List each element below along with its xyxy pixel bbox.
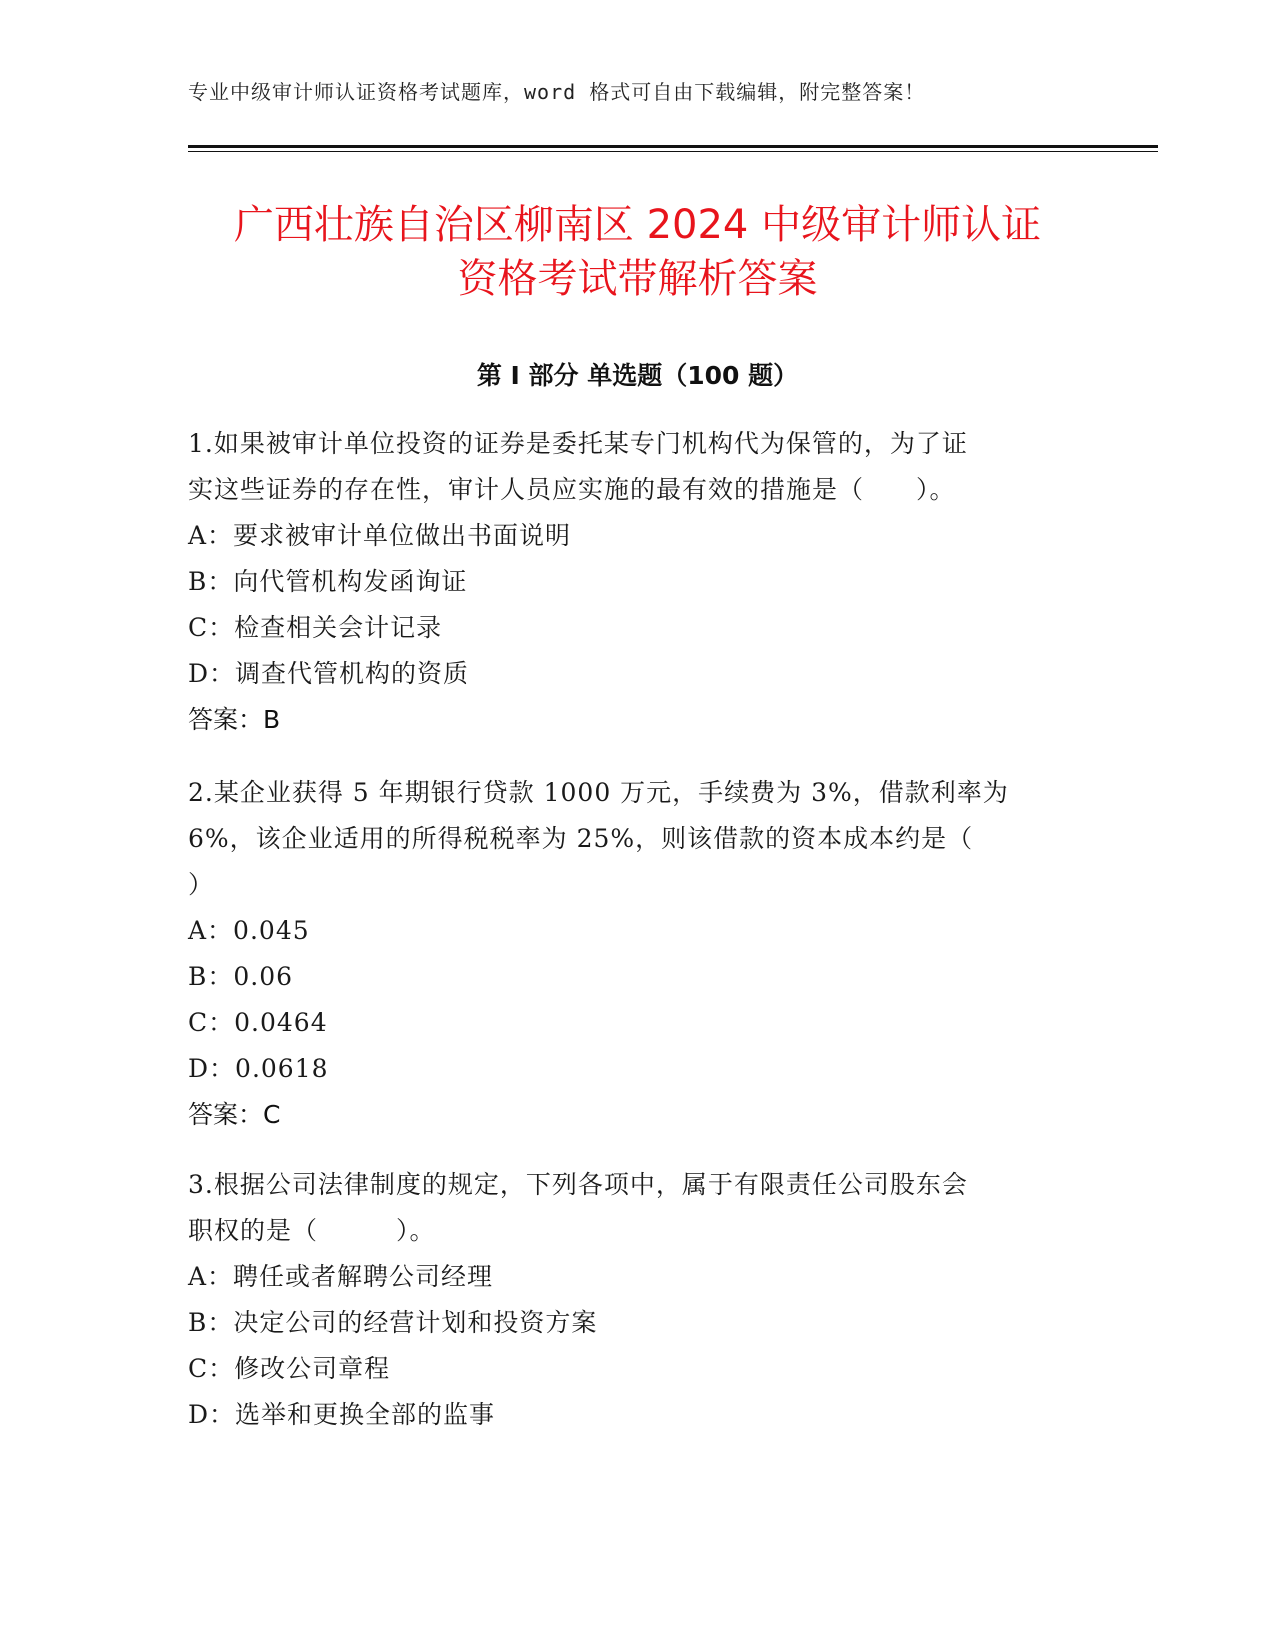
question-1-stem-line: 实这些证券的存在性，审计人员应实施的最有效的措施是（ ）。 — [188, 475, 956, 504]
question-3-option-a: A：聘任或者解聘公司经理 — [188, 1262, 494, 1291]
question-2 — [188, 770, 1088, 1138]
section-heading: 第 I 部分 单选题（100 题） — [476, 361, 799, 390]
question-3-option-b: B：决定公司的经营计划和投资方案 — [188, 1308, 598, 1337]
question-2-option-a: A：0.045 — [188, 916, 310, 945]
question-3-stem-line: 职权的是（ ）。 — [188, 1216, 436, 1245]
document-title — [150, 198, 1125, 306]
question-2-stem-line: ） — [188, 870, 215, 899]
question-1-answer: 答案：B — [188, 705, 281, 734]
question-1-stem-line: 1.如果被审计单位投资的证券是委托某专门机构代为保管的，为了证 — [188, 429, 968, 458]
question-1-option-d: D：调查代管机构的资质 — [188, 659, 470, 688]
question-3 — [188, 1162, 1088, 1438]
question-2-stem-line: 6%，该企业适用的所得税税率为 25%，则该借款的资本成本约是（ — [188, 824, 974, 853]
question-3-option-c: C：修改公司章程 — [188, 1354, 391, 1383]
question-1 — [188, 421, 1088, 743]
question-2-option-c: C：0.0464 — [188, 1008, 328, 1037]
header-rule-thick — [188, 145, 1158, 148]
question-3-option-d: D：选举和更换全部的监事 — [188, 1400, 496, 1429]
question-2-option-b: B：0.06 — [188, 962, 294, 991]
question-1-option-a: A：要求被审计单位做出书面说明 — [188, 521, 572, 550]
header-rule-thin — [188, 151, 1158, 152]
document-title-line-1: 广西壮族自治区柳南区 2024 中级审计师认证 — [233, 202, 1042, 248]
header-note: 专业中级审计师认证资格考试题库，word 格式可自由下载编辑，附完整答案！ — [188, 80, 926, 104]
question-2-answer: 答案：C — [188, 1100, 281, 1129]
question-2-stem-line: 2.某企业获得 5 年期银行贷款 1000 万元，手续费为 3%，借款利率为 — [188, 778, 1009, 807]
question-3-stem-line: 3.根据公司法律制度的规定，下列各项中，属于有限责任公司股东会 — [188, 1170, 968, 1199]
document-title-line-2: 资格考试带解析答案 — [457, 256, 818, 302]
question-1-option-b: B：向代管机构发函询证 — [188, 567, 468, 596]
question-2-option-d: D：0.0618 — [188, 1054, 329, 1083]
question-1-option-c: C：检查相关会计记录 — [188, 613, 443, 642]
